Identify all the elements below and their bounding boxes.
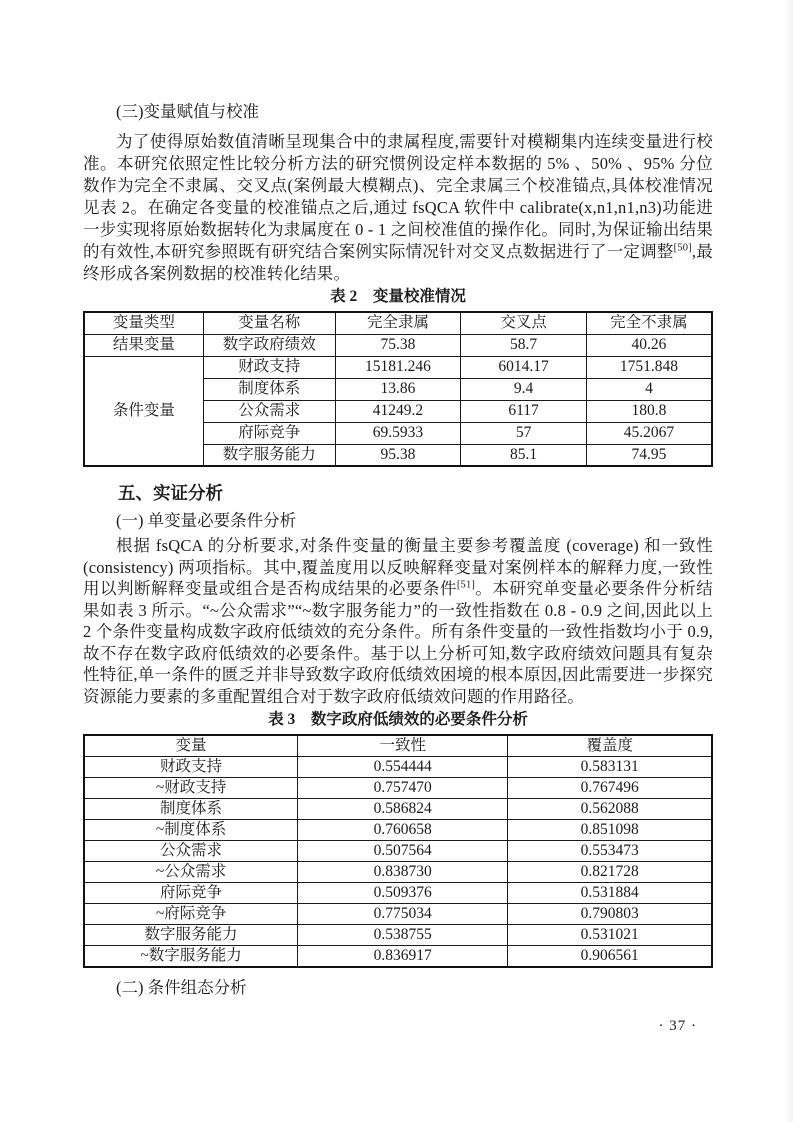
subsection-heading-necessity: (一) 单变量必要条件分析: [116, 511, 297, 530]
cell-condition-label: 条件变量: [84, 356, 203, 466]
citation-ref-50: [50]: [673, 242, 692, 254]
cell-variable-name: ~制度体系: [84, 820, 298, 841]
cell-consistency: 0.757470: [298, 778, 508, 799]
cell-variable-name: 公众需求: [203, 400, 335, 422]
table3-header-variable: 变量: [84, 735, 298, 757]
cell-consistency: 0.838730: [298, 862, 508, 883]
cell-value: 6014.17: [461, 356, 587, 378]
cell-variable-name: 数字服务能力: [203, 444, 335, 466]
cell-value: 9.4: [461, 378, 587, 400]
cell-variable-name: 府际竞争: [203, 422, 335, 444]
table2-caption-title: 变量校准情况: [372, 288, 466, 305]
cell-coverage: 0.790803: [508, 904, 712, 925]
cell-consistency: 0.554444: [298, 757, 508, 778]
cell-coverage: 0.906561: [508, 946, 712, 968]
cell-variable-name: 公众需求: [84, 841, 298, 862]
cell-coverage: 0.851098: [508, 820, 712, 841]
table-row: [84, 946, 712, 968]
cell-variable-name: 数字服务能力: [84, 925, 298, 946]
cell-value: 75.38: [335, 334, 461, 356]
section-heading-empirical: 五、实证分析: [118, 483, 223, 503]
paragraph-calibration: [83, 131, 713, 285]
cell-coverage: 0.562088: [508, 799, 712, 820]
table-row: [84, 904, 712, 925]
cell-coverage: 0.767496: [508, 778, 712, 799]
table2-header-full-membership: 完全隶属: [335, 312, 461, 334]
table3-header-row: [84, 735, 712, 757]
cell-value: 1751.848: [586, 356, 712, 378]
cell-coverage: 0.821728: [508, 862, 712, 883]
table3-caption-title: 数字政府低绩效的必要条件分析: [310, 711, 528, 728]
table-row: [84, 757, 712, 778]
cell-coverage: 0.531884: [508, 883, 712, 904]
paragraph-necessity-text: 根据 fsQCA 的分析要求,对条件变量的衡量主要参考覆盖度 (coverage) 和一致性 (consistency) 两项指标。其中,覆盖度用以反映解释变量对案例样本的解释力度,一致性用以判断解释变量或组合是否构成结果的必要条件: [83, 536, 713, 598]
table2-header-row: [84, 312, 712, 334]
cell-value: 40.26: [586, 334, 712, 356]
cell-variable-name: 财政支持: [203, 356, 335, 378]
cell-variable-name: ~府际竞争: [84, 904, 298, 925]
cell-value: 85.1: [461, 444, 587, 466]
cell-value: 74.95: [586, 444, 712, 466]
table3-header-consistency: 一致性: [298, 735, 508, 757]
paragraph-necessity-text-end: 。本研究单变量必要条件分析结果如表 3 所示。“~公众需求”“~数字服务能力”的一致性指数在 0.8 - 0.9 之间,因此以上 2 个条件变量构成数字政府低绩效的充分条件。所有条件变量的一致性指数均小于 0.9,故不存在数字政府低绩效的必要条件。基于以上分析可知,数字政府绩效问题具有复杂性特征,单一条件的匮乏并非导致数字政府低绩效困境的根本原因,因此需要进一步探究资源能力要素的多重配置组合对于数字政府低绩效问题的作用路径。: [83, 579, 713, 706]
table2-header-variable-name: 变量名称: [203, 312, 335, 334]
cell-variable-name: ~数字服务能力: [84, 946, 298, 968]
table-row: [84, 925, 712, 946]
cell-consistency: 0.586824: [298, 799, 508, 820]
cell-value: 45.2067: [586, 422, 712, 444]
cell-value: 4: [586, 378, 712, 400]
cell-variable-name: ~公众需求: [84, 862, 298, 883]
paragraph-necessity: [83, 535, 713, 707]
cell-coverage: 0.583131: [508, 757, 712, 778]
cell-variable-name: ~财政支持: [84, 778, 298, 799]
page-content: [83, 101, 713, 999]
cell-coverage: 0.531021: [508, 925, 712, 946]
subsection-heading-calibration: (三)变量赋值与校准: [116, 102, 259, 121]
paragraph-calibration-text-end: ,最终形成各案例数据的校准转化结果。: [83, 242, 713, 283]
cell-consistency: 0.509376: [298, 883, 508, 904]
table-row: [84, 883, 712, 904]
table2-header-crossover: 交叉点: [461, 312, 587, 334]
cell-consistency: 0.538755: [298, 925, 508, 946]
cell-value: 95.38: [335, 444, 461, 466]
table3-header-coverage: 覆盖度: [508, 735, 712, 757]
cell-variable-name: 财政支持: [84, 757, 298, 778]
table-row: [84, 862, 712, 883]
table-row: [84, 820, 712, 841]
table-row: [84, 799, 712, 820]
cell-variable-name: 制度体系: [84, 799, 298, 820]
table3-caption-label: 表 3: [268, 711, 296, 728]
table-calibration: [83, 311, 713, 467]
cell-value: 15181.246: [335, 356, 461, 378]
cell-consistency: 0.760658: [298, 820, 508, 841]
cell-value: 180.8: [586, 400, 712, 422]
table3-caption: [83, 709, 713, 731]
cell-variable-name: 数字政府绩效: [203, 334, 335, 356]
page-number: · 37 ·: [658, 1018, 697, 1034]
table2-header-full-nonmembership: 完全不隶属: [586, 312, 712, 334]
cell-coverage: 0.553473: [508, 841, 712, 862]
paragraph-calibration-text: 为了使得原始数值清晰呈现集合中的隶属程度,需要针对模糊集内连续变量进行校准。本研究依照定性比较分析方法的研究惯例设定样本数据的 5% 、50% 、95% 分位数作为完全不隶属、交叉点(案例最大模糊点)、完全隶属三个校准锚点,具体校准情况见表 2。在确定各变量的校准锚点之后,通过 fsQCA 软件中 calibrate(x,n1,n1,n3)功能进一步实现将原始数据转化为隶属度在 0 - 1 之间校准值的操作化。同时,为保证输出结果的有效性,本研究参照既有研究结合案例实际情况针对交叉点数据进行了一定调整: [83, 132, 713, 261]
cell-value: 41249.2: [335, 400, 461, 422]
table-row: [84, 356, 712, 378]
cell-value: 69.5933: [335, 422, 461, 444]
cell-variable-name: 府际竞争: [84, 883, 298, 904]
table2-caption: [83, 286, 713, 308]
cell-consistency: 0.507564: [298, 841, 508, 862]
table2-header-variable-type: 变量类型: [84, 312, 203, 334]
citation-ref-51: [51]: [456, 579, 476, 591]
cell-value: 13.86: [335, 378, 461, 400]
cell-value: 57: [461, 422, 587, 444]
cell-value: 6117: [461, 400, 587, 422]
table2-caption-label: 表 2: [330, 288, 358, 305]
cell-variable-name: 制度体系: [203, 378, 335, 400]
cell-consistency: 0.775034: [298, 904, 508, 925]
table-row: [84, 841, 712, 862]
table-row: [84, 334, 712, 356]
table-necessity-analysis: [83, 734, 713, 968]
cell-consistency: 0.836917: [298, 946, 508, 968]
table-row: [84, 778, 712, 799]
subsection-heading-configuration: (二) 条件组态分析: [116, 978, 247, 997]
cell-value: 58.7: [461, 334, 587, 356]
cell-result-label: 结果变量: [84, 334, 203, 356]
